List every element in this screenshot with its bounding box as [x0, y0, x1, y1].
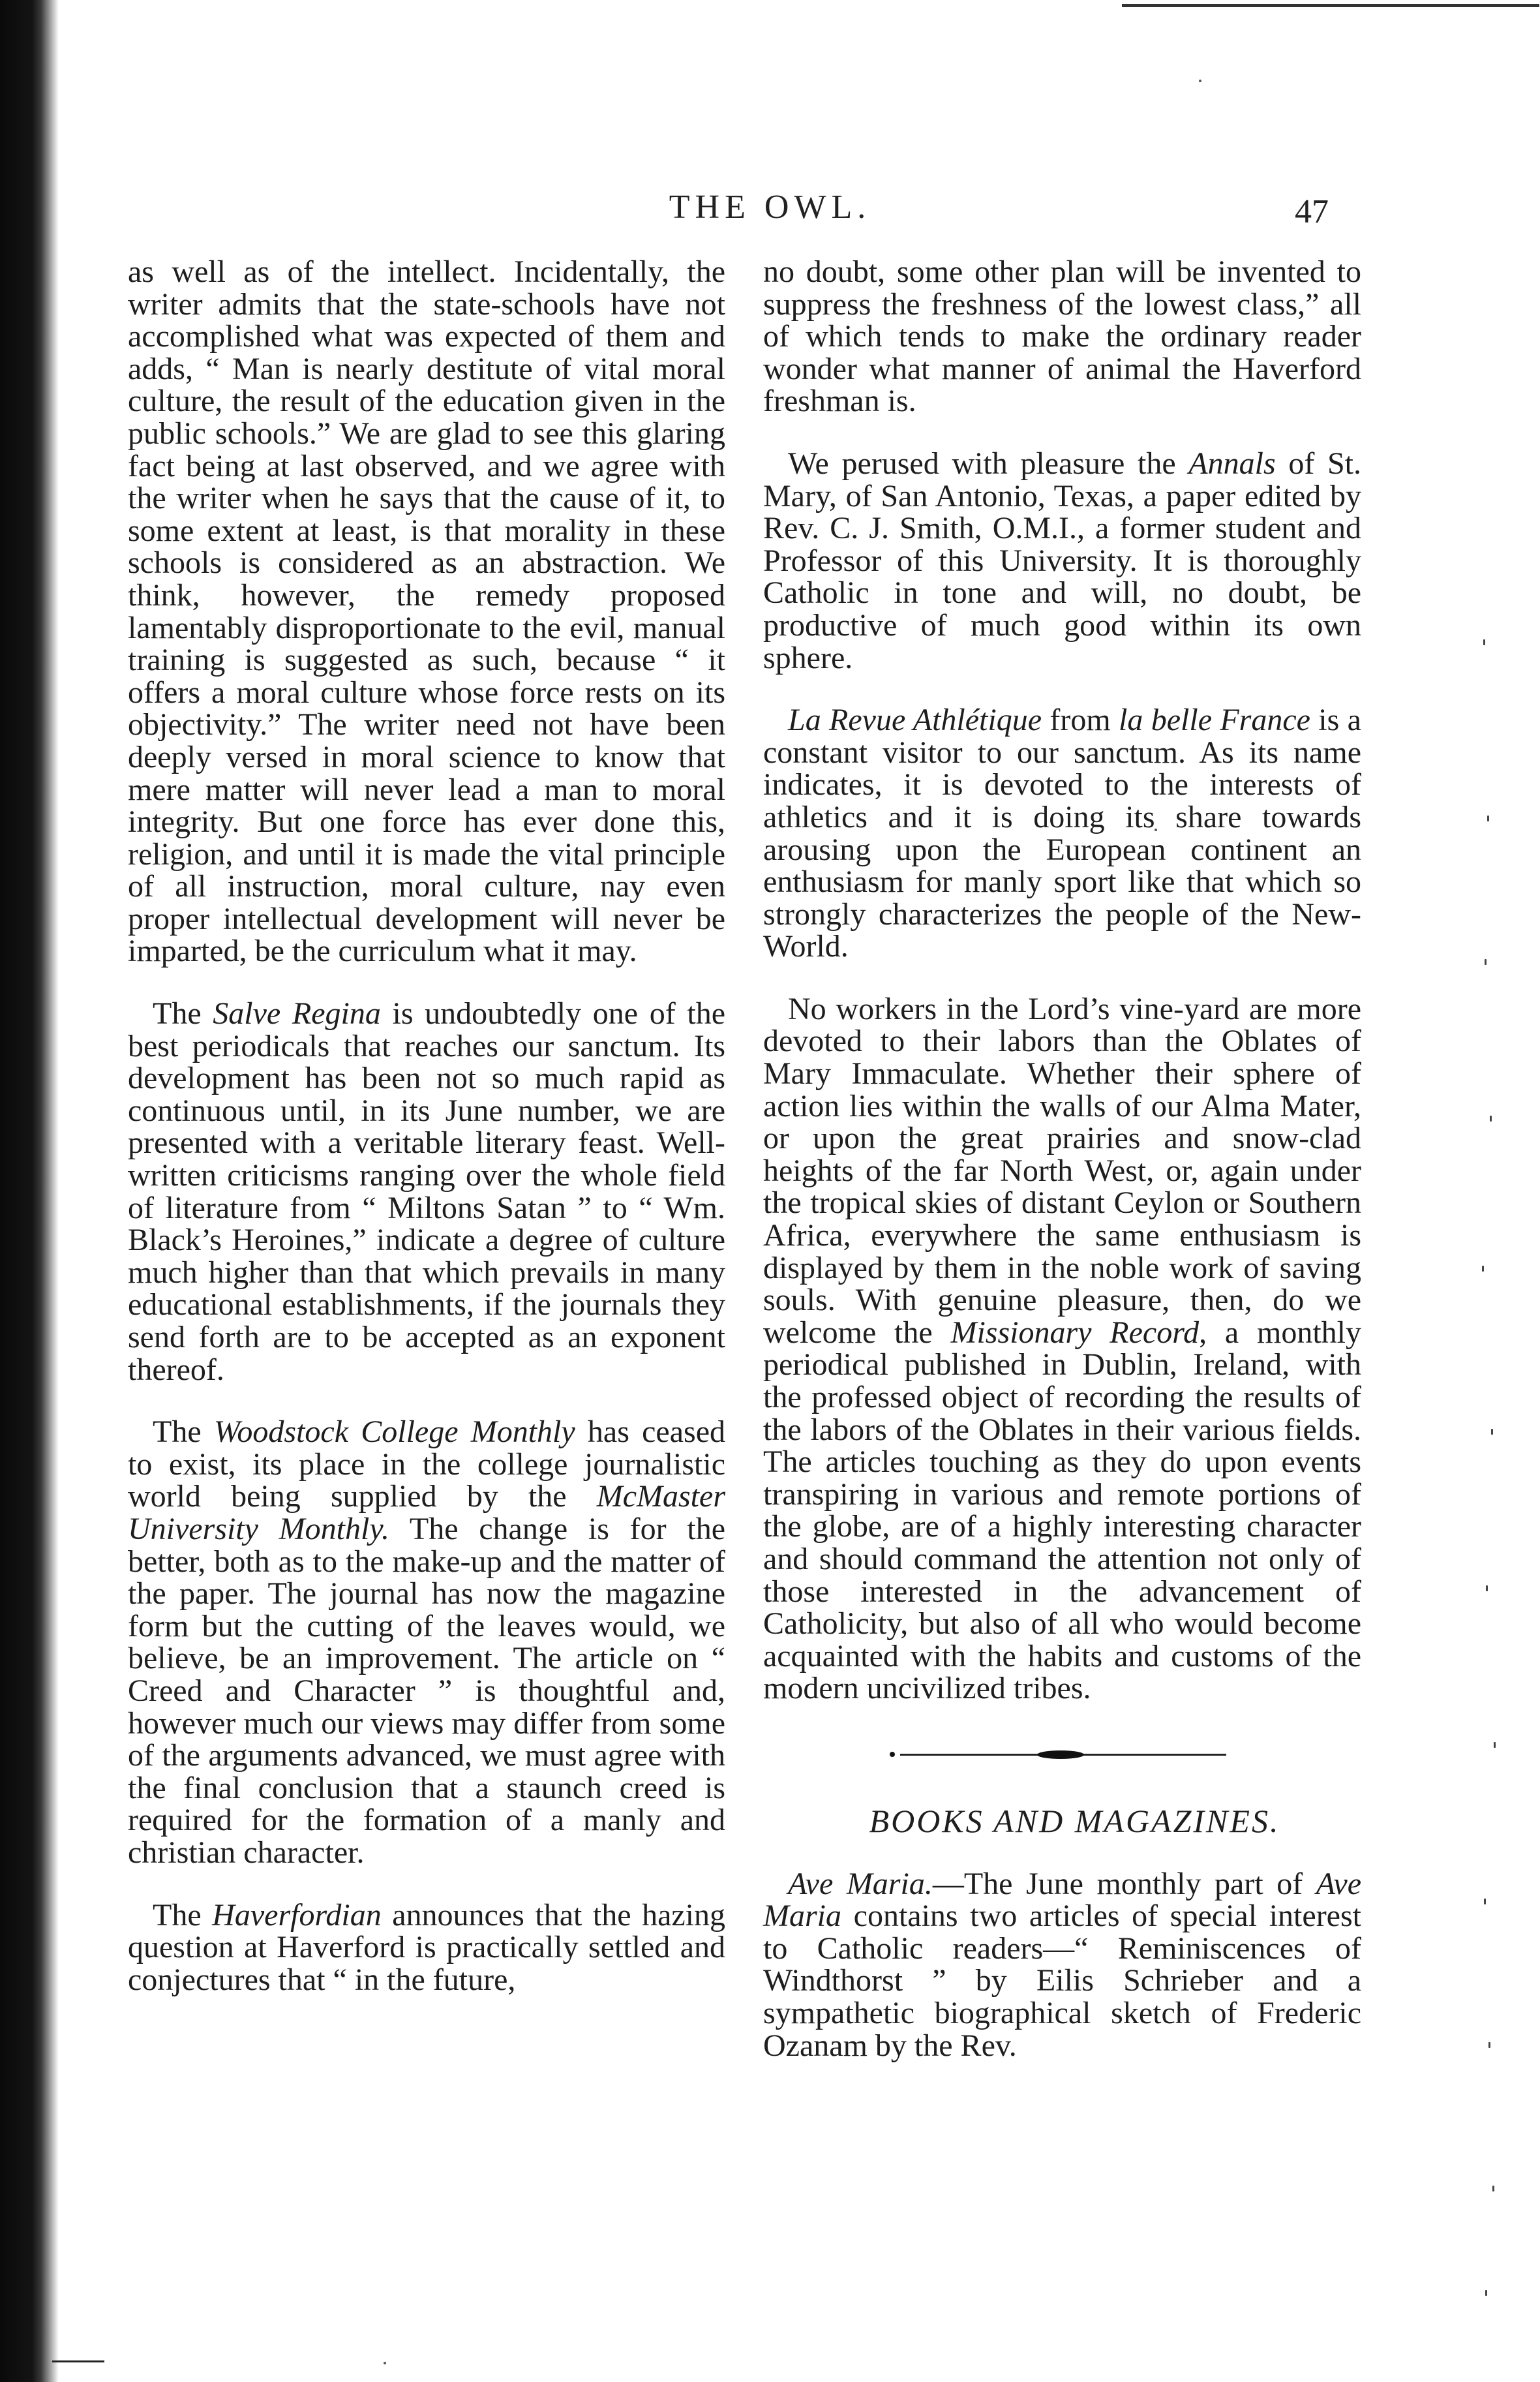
periodical-title: McMaster University Monthly. — [128, 1479, 725, 1546]
text-run: The change is for the better, both as to the make-up and the matter of the paper. The journal has now the magazine form but the cutting of the leaves would, we believe, be an improvement. The article on “ Creed and Character ” is thoughtful and, however much our views may differ from some of the arguments advanced, we must agree with the final conclusion that a staunch creed is required for the formation of a manly and christian character. — [128, 1511, 725, 1870]
text-run: is undoubtedly one of the best periodicals that reaches our sanctum. Its development has been not so much rapid as continuous until, in its June number, we are presented with a veritable literary feast. Well-written criticisms ranging over the whole field of literature from “ Miltons Satan ” to “ Wm. Black’s Heroines,” indicate a degree of culture much higher than that which prevails in many educational establishments, if the journals they send forth are to be accepted as an exponent thereof. — [128, 996, 726, 1387]
periodical-title: la belle France — [1119, 703, 1310, 738]
spine-foot-mark — [52, 2360, 104, 2362]
paragraph-annals — [763, 448, 1361, 674]
paragraph-haverford-freshman: no doubt, some other plan will be invented to suppress the freshness of the lowest class,” all of which tends to make the ordinary reader wonder what manner of animal the Haverford freshman is. — [763, 254, 1361, 419]
text-run: from — [1042, 703, 1119, 738]
text-run: contains two articles of special interest to Catholic readers—“ Reminiscences of Windthorst ” by Eilis Schrieber and a sympathetic biographical sketch of Frederic Ozanam by the Rev. — [763, 1899, 1361, 2063]
ink-speck — [1199, 80, 1201, 82]
text-run: , a monthly periodical published in Dublin, Ireland, with the professed object of recording the results of the labors of the Oblates in their various fields. The articles touching as they do upon events transpiring in various and remote portions of the globe, are of a highly interesting character and should command the attention not only of those interested in the advancement of Catholicity, but also of all who would become acquainted with the habits and customs of the modern uncivilized tribes. — [763, 1315, 1362, 1706]
periodical-title: Salve Regina — [213, 996, 381, 1031]
periodical-title: Ave Maria. — [788, 1866, 933, 1901]
divider-ornament — [1037, 1750, 1084, 1759]
periodical-title: Annals — [1188, 446, 1276, 481]
ink-speck — [384, 2362, 386, 2364]
paragraph-revue-athletique — [763, 704, 1361, 963]
periodical-title: Woodstock College Monthly — [213, 1414, 575, 1450]
periodical-title: Ave Maria — [763, 1866, 1362, 1934]
top-edge-rule — [1122, 4, 1539, 7]
paragraph-oblates — [763, 993, 1361, 1705]
page-edge-marks — [1481, 620, 1520, 2316]
page-number: 47 — [1295, 193, 1329, 230]
left-column — [128, 256, 725, 1996]
text-run: —The June monthly part of — [932, 1866, 1316, 1901]
paragraph-intellect: as well as of the intellect. Incidentally, the writer admits that the state-schools have not accomplished what was expected of them and adds, “ Man is nearly destitute of vital moral culture, the result of the education given in the public schools.” We are glad to see this glaring fact being at last observed, and we agree with the writer when he says that the cause of it, to some extent at least, is that morality in these schools is considered as an abstraction. We think, however, the remedy proposed lamentably disproportionate to the evil, manual training is suggested as such, because “ it offers a moral culture whose force rests on its objectivity.” The writer need not have been deeply versed in moral science to know that mere matter will never lead a man to moral integrity. But one force has ever done this, religion, and until it is made the vital principle of all instruction, moral culture, nay even proper intellectual development will never be imparted, be the curriculum what it may. — [128, 254, 725, 969]
book-spine-shadow — [0, 0, 59, 2382]
periodical-title: Missionary Record — [950, 1315, 1200, 1350]
text-run: announces that the hazing question at Haverford is practically settled and conjectures that “ in the future, — [128, 1897, 726, 1997]
text-run: is a constant visitor to our sanctum. As its name indicates, it is devoted to the interests of athletics and it is doing its share towards arousing upon the European continent an enthusiasm for manly sport like that which so strongly characterizes the people of the New-World. — [763, 703, 1361, 964]
paragraph-woodstock — [128, 1416, 725, 1869]
section-divider — [763, 1741, 1361, 1767]
text-run: We perused with pleasure the — [788, 446, 1189, 481]
text-run: The — [153, 996, 213, 1031]
periodical-title: La Revue Athlétique — [788, 703, 1042, 738]
running-title: THE OWL. — [669, 189, 871, 226]
paragraph-salve-regina — [128, 998, 725, 1386]
section-heading: BOOKS AND MAGAZINES. — [869, 1802, 1280, 1839]
text-run: The — [153, 1897, 213, 1932]
text-run: The — [153, 1414, 214, 1450]
text-run: of St. Mary, of San Antonio, Texas, a paper edited by Rev. C. J. Smith, O.M.I., a former student and Professor of this University. It is thoroughly Catholic in tone and will, no doubt, be productive of much good within its own sphere. — [763, 446, 1361, 675]
right-column — [763, 256, 1361, 2062]
paragraph-haverfordian — [128, 1899, 725, 1996]
text-run: No workers in the Lord’s vine-yard are more devoted to their labors than the Oblates of Mary Immaculate. Whether their sphere of action lies within the walls of our Alma Mater, or upon the great prairies and snow-clad heights of the far North West, or, again under the tropical skies of distant Ceylon or Southern Africa, everywhere the same enthusiasm is displayed by them in the noble work of saving souls. With genuine pleasure, then, do we welcome the — [763, 991, 1361, 1350]
periodical-title: Haverfordian — [212, 1897, 382, 1932]
text-run: has ceased to exist, its place in the college journalistic world being supplied by the — [128, 1414, 725, 1514]
divider-dot — [890, 1752, 895, 1757]
paragraph-ave-maria — [763, 1868, 1361, 2062]
